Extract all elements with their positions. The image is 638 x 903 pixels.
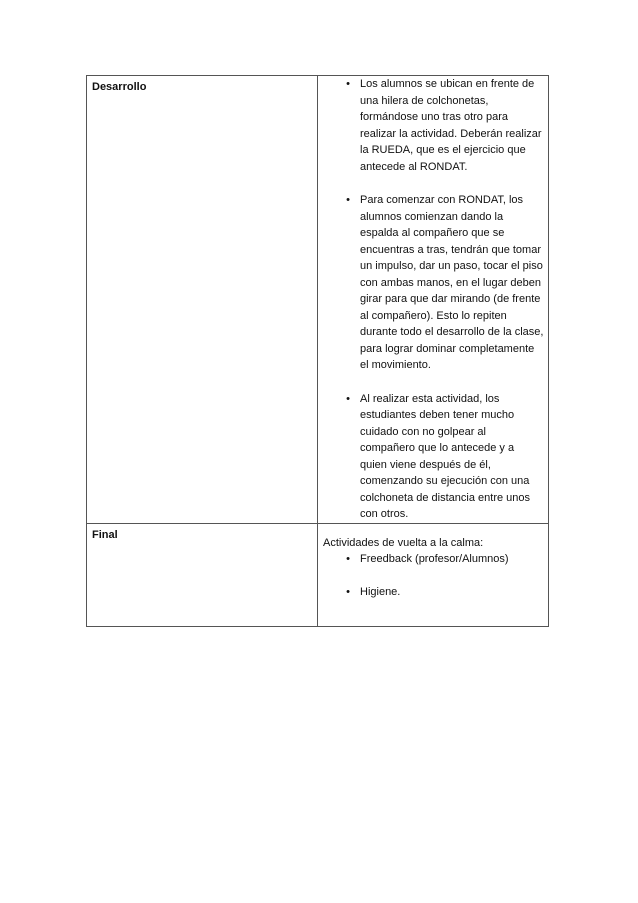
bullet-list-desarrollo [318,76,548,523]
row-label: Final [92,528,118,541]
bullet-icon: • [346,585,350,598]
table-row-final [87,523,549,626]
list-item [318,192,548,374]
final-intro-text: Actividades de vuelta a la calma: [323,536,484,549]
label-cell-final [87,523,318,626]
row-label: Desarrollo [92,81,147,93]
list-item-text: Los alumnos se ubican en frente de una hilera de colchonetas, formándose uno tras otro para realizar la actividad. Deberán realizar la RUEDA, que es el ejercicio que antecede al RONDAT. [360,78,542,173]
content-cell-final [318,523,549,626]
bullet-icon: • [346,194,350,206]
list-item-text: Freedback (profesor/Alumnos) [360,553,509,565]
label-cell-desarrollo [87,76,318,524]
list-item-text: Higiene. [360,585,401,598]
lesson-plan-table [86,75,549,627]
bullet-icon: • [346,78,350,90]
content-cell-desarrollo [318,76,549,524]
bullet-icon: • [346,392,350,405]
list-item [318,76,548,175]
bullet-list-final [318,551,548,600]
bullet-icon: • [346,553,350,565]
list-item [318,551,548,568]
list-item-text: Para comenzar con RONDAT, los alumnos comienzan dando la espalda al compañero que se encuentras a tras, tendrán que tomar un impulso, dar un paso, tocar el piso con ambas manos, en el lugar deben girar para que dar mirando (de frente al compañero). Esto lo repiten durante todo el desarrollo de la clase, para lograr dominar completamente el movimiento. [360,194,544,371]
list-item-text: Al realizar esta actividad, los estudiantes deben tener mucho cuidado con no golpear al compañero que lo antecede y a quien viene después de él, comenzando su ejecución con una colchoneta de distancia entre unos con otros. [360,392,531,520]
table-row-desarrollo [87,76,549,524]
list-item [318,584,548,601]
list-item [318,391,548,523]
